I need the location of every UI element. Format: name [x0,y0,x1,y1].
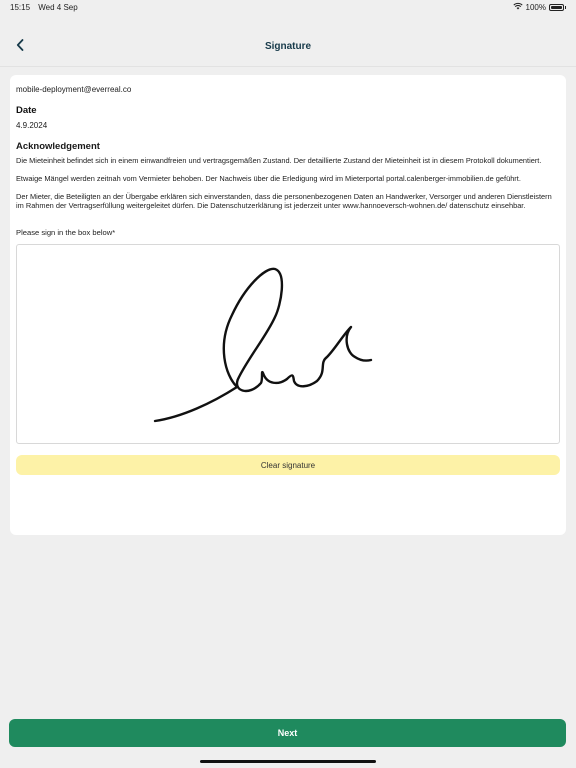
date-label: Date [16,105,37,116]
battery-percent: 100% [525,2,546,12]
clear-signature-button[interactable]: Clear signature [16,455,560,475]
acknowledgement-paragraph-1: Die Mieteinheit befindet sich in einem einwandfreien und vertragsgemäßen Zustand. Der detaillierte Zustand der Mieteinheit ist in diesem Protokoll dokumentiert. [16,156,542,165]
signature-form-card [10,75,566,535]
status-date: Wed 4 Sep [38,2,78,12]
acknowledgement-paragraph-3: Der Mieter, die Beteiligten an der Übergabe erklären sich einverstanden, dass die personenbezogenen Daten an Handwerker, Versorger und anderen Dienstleistern im Rahmen der Vertragserfüllung weitergeleitet dürfen. Die Datenschutzerklärung ist jederzeit unter www.hannoeversch-wohnen.de/ datenschutz einsehbar. [16,192,552,210]
battery-icon [549,4,564,11]
wifi-icon [513,2,523,12]
acknowledgement-paragraph-2: Etwaige Mängel werden zeitnah vom Vermieter behoben. Der Nachweis über die Erledigung wird im Mieterportal portal.calenberger-immobilien.de geführt. [16,174,521,183]
date-value: 4.9.2024 [16,121,48,130]
status-left [10,3,84,12]
sign-instruction-label: Please sign in the box below* [16,228,116,237]
signature-pad[interactable] [16,244,560,444]
back-button[interactable] [8,35,32,59]
nav-bar [0,27,576,67]
email-text: mobile-deployment@everreal.co [16,85,132,94]
home-indicator [200,760,376,763]
status-right [513,2,566,12]
status-bar [0,0,576,14]
signature-drawing [17,245,561,445]
battery-tip [565,6,566,9]
chevron-left-icon [16,38,24,56]
next-button[interactable]: Next [9,719,566,747]
acknowledgement-title: Acknowledgement [16,141,100,152]
status-time: 15:15 [10,2,31,12]
page-title: Signature [264,41,312,52]
